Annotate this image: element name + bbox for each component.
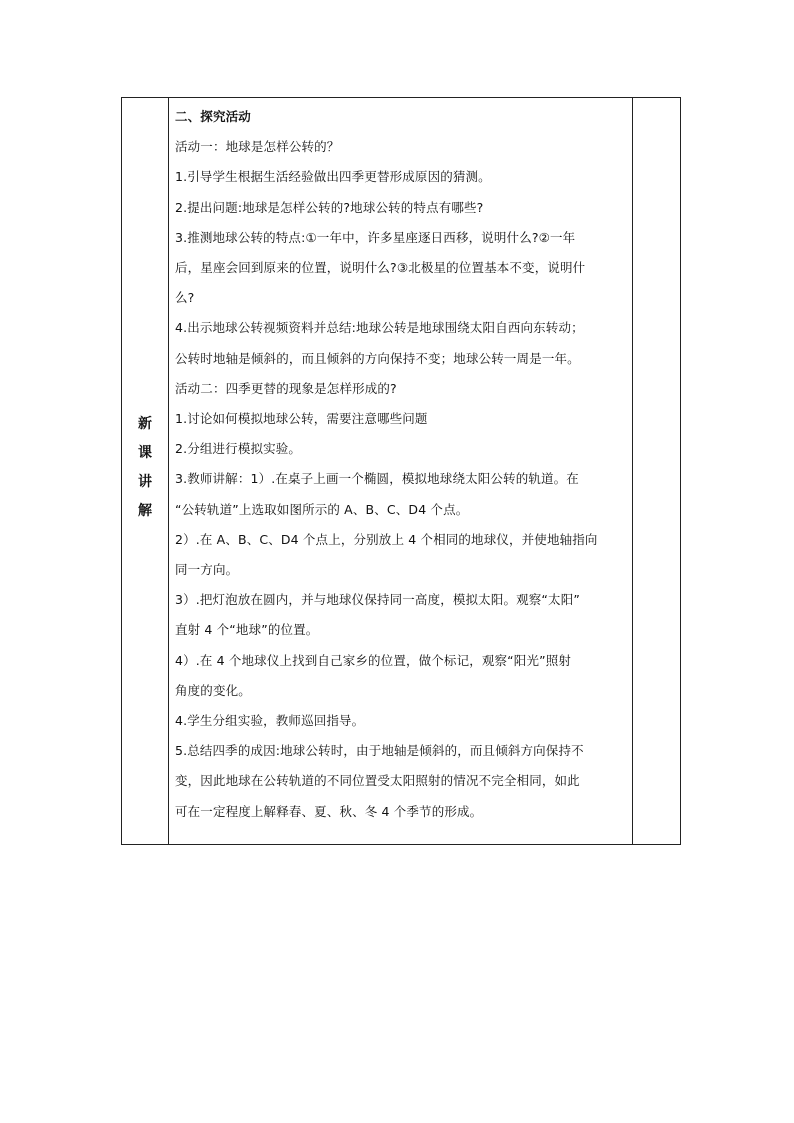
- content-line: 2.分组进行模拟实验。: [175, 441, 302, 457]
- content-line: “公转轨道”上选取如图所示的 A、B、C、D4 个点。: [175, 501, 469, 517]
- content-line: 可在一定程度上解释春、夏、秋、冬 4 个季节的形成。: [175, 803, 483, 819]
- content-line: 3.推测地球公转的特点:①一年中，许多星座逐日西移，说明什么?②一年: [175, 229, 576, 245]
- content-line: 同一方向。: [175, 562, 239, 578]
- content-line: 变，因此地球在公转轨道的不同位置受太阳照射的情况不完全相同，如此: [175, 773, 580, 789]
- section-label-char: 课: [138, 445, 152, 461]
- section-label-cell: [122, 98, 169, 844]
- notes-cell: [633, 98, 680, 844]
- content-line: 2.提出问题:地球是怎样公转的?地球公转的特点有哪些?: [175, 199, 484, 215]
- content-cell: [169, 98, 633, 844]
- content-line: 公转时地轴是倾斜的，而且倾斜的方向保持不变；地球公转一周是一年。: [175, 350, 580, 366]
- content-line: 后，星座会回到原来的位置，说明什么?③北极星的位置基本不变，说明什: [175, 260, 586, 276]
- content-line: 4.学生分组实验，教师巡回指导。: [175, 713, 365, 729]
- section-label: [122, 410, 168, 526]
- content-line: 1.引导学生根据生活经验做出四季更替形成原因的猜测。: [175, 169, 491, 185]
- lesson-table: [121, 97, 681, 845]
- section-label-char: 解: [138, 503, 152, 519]
- content-line: 直射 4 个“地球”的位置。: [175, 622, 319, 638]
- content-line: 活动二：四季更替的现象是怎样形成的?: [175, 380, 397, 396]
- content-line: 角度的变化。: [175, 682, 251, 698]
- content-line: 3.教师讲解：1）.在桌子上画一个椭圆，模拟地球绕太阳公转的轨道。在: [175, 471, 579, 487]
- content-line: 2）.在 A、B、C、D4 个点上，分别放上 4 个相同的地球仪，并使地轴指向: [175, 531, 598, 547]
- content-line: 么?: [175, 290, 195, 306]
- content-line: 活动一：地球是怎样公转的？: [175, 139, 340, 155]
- content-line: 5.总结四季的成因:地球公转时，由于地轴是倾斜的，而且倾斜方向保持不: [175, 743, 584, 759]
- content-line: 1.讨论如何模拟地球公转，需要注意哪些问题: [175, 411, 428, 427]
- section-label-char: 新: [138, 416, 152, 432]
- section-heading: 二、探究活动: [175, 109, 251, 124]
- section-label-char: 讲: [138, 474, 152, 490]
- content-line: 3）.把灯泡放在圆内，并与地球仪保持同一高度，模拟太阳。观察“太阳”: [175, 592, 580, 608]
- content-line: 4）.在 4 个地球仪上找到自己家乡的位置，做个标记，观察“阳光”照射: [175, 652, 572, 668]
- content-line: 4.出示地球公转视频资料并总结:地球公转是地球围绕太阳自西向东转动；: [175, 320, 584, 336]
